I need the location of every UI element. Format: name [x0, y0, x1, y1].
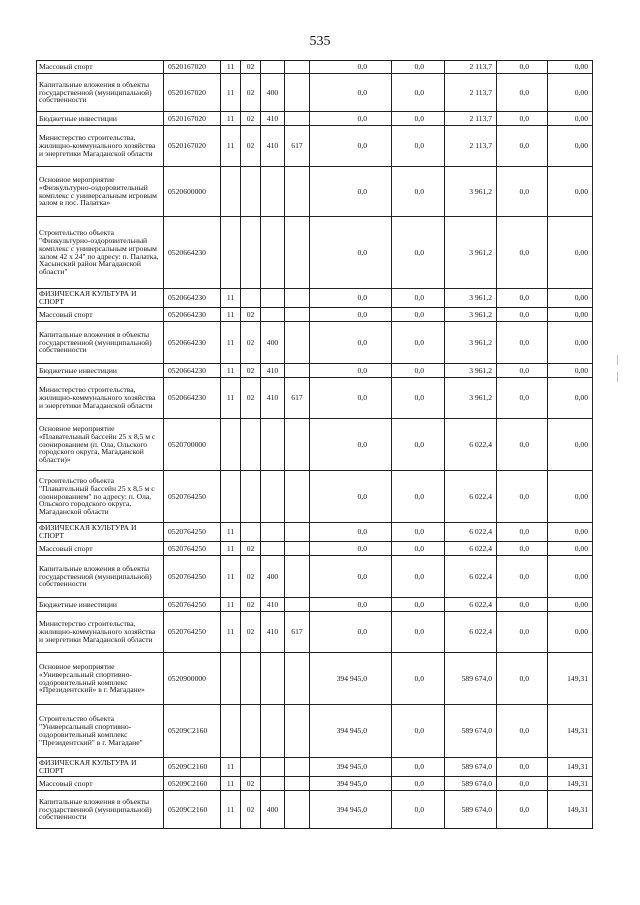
row-code: 0520764250 — [164, 523, 221, 542]
row-value-4: 0,0 — [497, 61, 548, 74]
row-name: Массовый спорт — [37, 777, 164, 791]
row-code: 0520664230 — [164, 364, 221, 378]
row-subsection: 02 — [241, 791, 261, 829]
row-expense-type: 400 — [261, 74, 285, 112]
row-name: Министерство строительства, жилищно-коммунального хозяйства и энергетики Магаданской области — [37, 378, 164, 419]
row-subsection: 02 — [241, 61, 261, 74]
row-value-2: 0,0 — [392, 322, 445, 364]
row-value-1: 394 945,0 — [310, 758, 392, 777]
row-value-3: 3 961,2 — [445, 167, 497, 217]
row-name: Строительство объекта "Плавательный бассейн 25 х 8,5 м с озонированием" по адресу: п. Ола, Ольского городского округа, Магаданской области — [37, 471, 164, 523]
table-row — [37, 777, 593, 791]
row-name: Массовый спорт — [37, 61, 164, 74]
row-value-1: 0,0 — [310, 126, 392, 167]
row-admin-code — [285, 61, 310, 74]
row-value-3: 6 022,4 — [445, 542, 497, 556]
row-expense-type — [261, 758, 285, 777]
row-percent: 0,00 — [548, 289, 593, 308]
row-subsection: 02 — [241, 542, 261, 556]
edge-mark — [617, 355, 618, 365]
row-subsection — [241, 705, 261, 758]
table-body — [37, 61, 593, 829]
row-value-3: 6 022,4 — [445, 612, 497, 653]
row-percent: 0,00 — [548, 556, 593, 598]
row-name: Строительство объекта "Физкультурно-оздоровительный комплекс с универсальным игровым залом 42 х 24" по адресу: п. Палатка, Хасынский район Магаданской области" — [37, 217, 164, 289]
row-value-1: 0,0 — [310, 542, 392, 556]
row-value-2: 0,0 — [392, 378, 445, 419]
row-expense-type: 410 — [261, 112, 285, 126]
table-row — [37, 289, 593, 308]
row-name: Бюджетные инвестиции — [37, 112, 164, 126]
row-value-2: 0,0 — [392, 364, 445, 378]
row-value-3: 2 113,7 — [445, 74, 497, 112]
row-code: 0520764250 — [164, 612, 221, 653]
row-subsection — [241, 471, 261, 523]
table-row — [37, 364, 593, 378]
row-admin-code — [285, 112, 310, 126]
row-section: 11 — [221, 126, 241, 167]
row-value-4: 0,0 — [497, 598, 548, 612]
row-subsection — [241, 653, 261, 705]
table-row — [37, 322, 593, 364]
row-admin-code — [285, 791, 310, 829]
row-expense-type — [261, 217, 285, 289]
row-value-4: 0,0 — [497, 112, 548, 126]
row-subsection — [241, 523, 261, 542]
row-percent: 149,31 — [548, 653, 593, 705]
row-value-3: 3 961,2 — [445, 308, 497, 322]
row-expense-type: 410 — [261, 378, 285, 419]
row-value-2: 0,0 — [392, 598, 445, 612]
row-value-1: 0,0 — [310, 598, 392, 612]
row-value-4: 0,0 — [497, 791, 548, 829]
row-value-1: 0,0 — [310, 523, 392, 542]
row-value-4: 0,0 — [497, 758, 548, 777]
row-name: Основное мероприятие «Физкультурно-оздоровительный комплекс с универсальным игровым залом в пос. Палатка» — [37, 167, 164, 217]
row-expense-type — [261, 167, 285, 217]
row-code: 0520664230 — [164, 289, 221, 308]
row-code: 0520764250 — [164, 471, 221, 523]
row-name: Строительство объекта "Универсальный спортивно-оздоровительный комплекс "Президентский" в г. Магадане" — [37, 705, 164, 758]
row-value-1: 394 945,0 — [310, 705, 392, 758]
row-percent: 0,00 — [548, 126, 593, 167]
row-percent: 0,00 — [548, 61, 593, 74]
row-code: 0520700000 — [164, 419, 221, 471]
row-value-4: 0,0 — [497, 612, 548, 653]
row-value-3: 6 022,4 — [445, 523, 497, 542]
row-section: 11 — [221, 542, 241, 556]
table-row — [37, 598, 593, 612]
row-value-2: 0,0 — [392, 289, 445, 308]
row-percent: 0,00 — [548, 612, 593, 653]
row-code: 05209С2160 — [164, 705, 221, 758]
row-value-2: 0,0 — [392, 777, 445, 791]
row-value-4: 0,0 — [497, 419, 548, 471]
row-value-2: 0,0 — [392, 705, 445, 758]
row-value-3: 589 674,0 — [445, 705, 497, 758]
row-admin-code — [285, 705, 310, 758]
row-value-2: 0,0 — [392, 523, 445, 542]
row-subsection — [241, 167, 261, 217]
row-value-4: 0,0 — [497, 471, 548, 523]
row-admin-code — [285, 471, 310, 523]
row-value-1: 0,0 — [310, 61, 392, 74]
row-code: 0520664230 — [164, 217, 221, 289]
row-percent: 0,00 — [548, 471, 593, 523]
table-row — [37, 74, 593, 112]
row-value-1: 0,0 — [310, 112, 392, 126]
row-expense-type: 410 — [261, 364, 285, 378]
row-section: 11 — [221, 61, 241, 74]
row-expense-type — [261, 705, 285, 758]
row-subsection — [241, 289, 261, 308]
row-percent: 149,31 — [548, 705, 593, 758]
table-row — [37, 167, 593, 217]
row-section: 11 — [221, 322, 241, 364]
row-section — [221, 419, 241, 471]
row-name: Основное мероприятие «Универсальный спортивно-оздоровительный комплекс «Президентский» в г. Магадане» — [37, 653, 164, 705]
row-name: Массовый спорт — [37, 308, 164, 322]
row-value-3: 3 961,2 — [445, 217, 497, 289]
table-row — [37, 378, 593, 419]
row-value-2: 0,0 — [392, 61, 445, 74]
row-value-4: 0,0 — [497, 653, 548, 705]
row-name: Бюджетные инвестиции — [37, 364, 164, 378]
row-value-2: 0,0 — [392, 112, 445, 126]
row-code: 05209С2160 — [164, 758, 221, 777]
row-value-2: 0,0 — [392, 74, 445, 112]
row-expense-type — [261, 777, 285, 791]
row-name: Основное мероприятие «Плавательный бассейн 25 х 8,5 м с озонированием (п. Ола, Ольского городского округа, Магаданской области)» — [37, 419, 164, 471]
row-admin-code — [285, 598, 310, 612]
row-value-1: 0,0 — [310, 612, 392, 653]
row-subsection — [241, 419, 261, 471]
row-value-4: 0,0 — [497, 308, 548, 322]
row-value-1: 0,0 — [310, 378, 392, 419]
table-row — [37, 705, 593, 758]
row-subsection: 02 — [241, 74, 261, 112]
row-value-3: 3 961,2 — [445, 364, 497, 378]
row-subsection: 02 — [241, 777, 261, 791]
row-value-4: 0,0 — [497, 289, 548, 308]
table-row — [37, 419, 593, 471]
row-value-1: 0,0 — [310, 364, 392, 378]
row-value-3: 2 113,7 — [445, 61, 497, 74]
row-value-1: 0,0 — [310, 419, 392, 471]
row-value-4: 0,0 — [497, 217, 548, 289]
row-section: 11 — [221, 556, 241, 598]
row-value-2: 0,0 — [392, 758, 445, 777]
row-code: 0520764250 — [164, 542, 221, 556]
row-code: 0520167020 — [164, 61, 221, 74]
table-row — [37, 542, 593, 556]
row-code: 0520764250 — [164, 598, 221, 612]
row-code: 0520600000 — [164, 167, 221, 217]
row-subsection: 02 — [241, 378, 261, 419]
row-code: 05209С2160 — [164, 791, 221, 829]
row-value-2: 0,0 — [392, 167, 445, 217]
row-admin-code — [285, 419, 310, 471]
row-value-2: 0,0 — [392, 612, 445, 653]
row-value-1: 394 945,0 — [310, 653, 392, 705]
row-percent: 0,00 — [548, 322, 593, 364]
row-value-4: 0,0 — [497, 523, 548, 542]
row-value-4: 0,0 — [497, 378, 548, 419]
row-expense-type — [261, 289, 285, 308]
table-row — [37, 653, 593, 705]
table-row — [37, 523, 593, 542]
row-section — [221, 217, 241, 289]
row-admin-code — [285, 758, 310, 777]
row-value-2: 0,0 — [392, 653, 445, 705]
row-value-1: 0,0 — [310, 74, 392, 112]
row-expense-type — [261, 419, 285, 471]
row-value-3: 6 022,4 — [445, 471, 497, 523]
row-admin-code — [285, 777, 310, 791]
row-name: Бюджетные инвестиции — [37, 598, 164, 612]
row-value-3: 589 674,0 — [445, 777, 497, 791]
row-value-2: 0,0 — [392, 471, 445, 523]
row-name: Капитальные вложения в объекты государственной (муниципальной) собственности — [37, 322, 164, 364]
row-percent: 0,00 — [548, 419, 593, 471]
row-percent: 0,00 — [548, 74, 593, 112]
row-admin-code: 617 — [285, 126, 310, 167]
table-row — [37, 758, 593, 777]
row-admin-code — [285, 167, 310, 217]
row-code: 0520900000 — [164, 653, 221, 705]
row-value-3: 2 113,7 — [445, 112, 497, 126]
row-value-1: 0,0 — [310, 289, 392, 308]
row-value-2: 0,0 — [392, 419, 445, 471]
row-admin-code — [285, 523, 310, 542]
row-percent: 0,00 — [548, 598, 593, 612]
row-subsection: 02 — [241, 364, 261, 378]
row-code: 05209С2160 — [164, 777, 221, 791]
row-value-1: 0,0 — [310, 217, 392, 289]
row-percent: 0,00 — [548, 378, 593, 419]
row-value-4: 0,0 — [497, 322, 548, 364]
row-section: 11 — [221, 289, 241, 308]
row-expense-type — [261, 523, 285, 542]
row-section: 11 — [221, 308, 241, 322]
row-value-4: 0,0 — [497, 777, 548, 791]
row-subsection: 02 — [241, 556, 261, 598]
row-value-3: 589 674,0 — [445, 758, 497, 777]
row-subsection: 02 — [241, 322, 261, 364]
row-name: ФИЗИЧЕСКАЯ КУЛЬТУРА И СПОРТ — [37, 289, 164, 308]
row-expense-type: 400 — [261, 791, 285, 829]
row-admin-code: 617 — [285, 378, 310, 419]
row-expense-type: 400 — [261, 322, 285, 364]
row-code: 0520664230 — [164, 308, 221, 322]
row-section: 11 — [221, 523, 241, 542]
row-value-3: 6 022,4 — [445, 419, 497, 471]
row-expense-type: 410 — [261, 612, 285, 653]
row-value-1: 0,0 — [310, 308, 392, 322]
row-name: ФИЗИЧЕСКАЯ КУЛЬТУРА И СПОРТ — [37, 523, 164, 542]
row-admin-code — [285, 322, 310, 364]
row-code: 0520167020 — [164, 126, 221, 167]
table-row — [37, 308, 593, 322]
row-value-4: 0,0 — [497, 542, 548, 556]
row-admin-code — [285, 653, 310, 705]
row-subsection: 02 — [241, 598, 261, 612]
row-admin-code — [285, 289, 310, 308]
row-value-2: 0,0 — [392, 542, 445, 556]
row-name: Капитальные вложения в объекты государственной (муниципальной) собственности — [37, 556, 164, 598]
row-value-3: 6 022,4 — [445, 556, 497, 598]
row-admin-code: 617 — [285, 612, 310, 653]
row-expense-type: 400 — [261, 556, 285, 598]
row-name: Министерство строительства, жилищно-коммунального хозяйства и энергетики Магаданской области — [37, 612, 164, 653]
edge-mark — [617, 372, 618, 382]
row-value-3: 589 674,0 — [445, 791, 497, 829]
row-admin-code — [285, 364, 310, 378]
row-percent: 0,00 — [548, 542, 593, 556]
row-admin-code — [285, 556, 310, 598]
row-subsection — [241, 758, 261, 777]
table-row — [37, 61, 593, 74]
row-value-2: 0,0 — [392, 126, 445, 167]
row-expense-type — [261, 653, 285, 705]
table-row — [37, 791, 593, 829]
table-row — [37, 112, 593, 126]
row-name: Массовый спорт — [37, 542, 164, 556]
row-code: 0520167020 — [164, 112, 221, 126]
row-name: Капитальные вложения в объекты государственной (муниципальной) собственности — [37, 791, 164, 829]
row-value-4: 0,0 — [497, 74, 548, 112]
row-code: 0520664230 — [164, 322, 221, 364]
row-expense-type — [261, 61, 285, 74]
row-value-1: 0,0 — [310, 556, 392, 598]
row-value-4: 0,0 — [497, 126, 548, 167]
row-expense-type: 410 — [261, 598, 285, 612]
row-admin-code — [285, 217, 310, 289]
row-subsection: 02 — [241, 612, 261, 653]
row-percent: 0,00 — [548, 308, 593, 322]
row-percent: 0,00 — [548, 167, 593, 217]
row-value-2: 0,0 — [392, 308, 445, 322]
page-number: 535 — [309, 34, 331, 49]
row-expense-type — [261, 542, 285, 556]
row-value-1: 0,0 — [310, 167, 392, 217]
row-percent: 0,00 — [548, 523, 593, 542]
row-value-3: 3 961,2 — [445, 378, 497, 419]
row-percent: 149,31 — [548, 791, 593, 829]
table-row — [37, 612, 593, 653]
row-admin-code — [285, 308, 310, 322]
row-code: 0520167020 — [164, 74, 221, 112]
row-value-4: 0,0 — [497, 167, 548, 217]
row-percent: 149,31 — [548, 758, 593, 777]
row-section: 11 — [221, 112, 241, 126]
row-percent: 0,00 — [548, 364, 593, 378]
row-subsection: 02 — [241, 308, 261, 322]
row-code: 0520764250 — [164, 556, 221, 598]
row-section: 11 — [221, 758, 241, 777]
row-value-2: 0,0 — [392, 556, 445, 598]
row-value-3: 589 674,0 — [445, 653, 497, 705]
row-subsection: 02 — [241, 126, 261, 167]
row-section: 11 — [221, 612, 241, 653]
row-section: 11 — [221, 598, 241, 612]
row-section — [221, 471, 241, 523]
row-percent: 149,31 — [548, 777, 593, 791]
row-section: 11 — [221, 378, 241, 419]
row-value-1: 394 945,0 — [310, 791, 392, 829]
row-value-3: 2 113,7 — [445, 126, 497, 167]
row-value-4: 0,0 — [497, 705, 548, 758]
row-value-1: 0,0 — [310, 322, 392, 364]
row-value-2: 0,0 — [392, 791, 445, 829]
table-row — [37, 217, 593, 289]
row-name: ФИЗИЧЕСКАЯ КУЛЬТУРА И СПОРТ — [37, 758, 164, 777]
row-section: 11 — [221, 777, 241, 791]
row-value-3: 3 961,2 — [445, 322, 497, 364]
row-percent: 0,00 — [548, 112, 593, 126]
row-code: 0520664230 — [164, 378, 221, 419]
row-section — [221, 705, 241, 758]
row-admin-code — [285, 542, 310, 556]
row-subsection: 02 — [241, 112, 261, 126]
row-value-2: 0,0 — [392, 217, 445, 289]
row-value-3: 3 961,2 — [445, 289, 497, 308]
row-value-4: 0,0 — [497, 364, 548, 378]
row-value-4: 0,0 — [497, 556, 548, 598]
row-name: Капитальные вложения в объекты государственной (муниципальной) собственности — [37, 74, 164, 112]
budget-table — [36, 60, 593, 829]
row-section — [221, 167, 241, 217]
row-admin-code — [285, 74, 310, 112]
row-subsection — [241, 217, 261, 289]
row-name: Министерство строительства, жилищно-коммунального хозяйства и энергетики Магаданской области — [37, 126, 164, 167]
table-row — [37, 126, 593, 167]
row-expense-type: 410 — [261, 126, 285, 167]
row-value-1: 0,0 — [310, 471, 392, 523]
row-section — [221, 653, 241, 705]
table-row — [37, 556, 593, 598]
row-expense-type — [261, 308, 285, 322]
row-section: 11 — [221, 791, 241, 829]
table-row — [37, 471, 593, 523]
row-percent: 0,00 — [548, 217, 593, 289]
row-value-1: 394 945,0 — [310, 777, 392, 791]
row-section: 11 — [221, 364, 241, 378]
row-section: 11 — [221, 74, 241, 112]
row-expense-type — [261, 471, 285, 523]
row-value-3: 6 022,4 — [445, 598, 497, 612]
